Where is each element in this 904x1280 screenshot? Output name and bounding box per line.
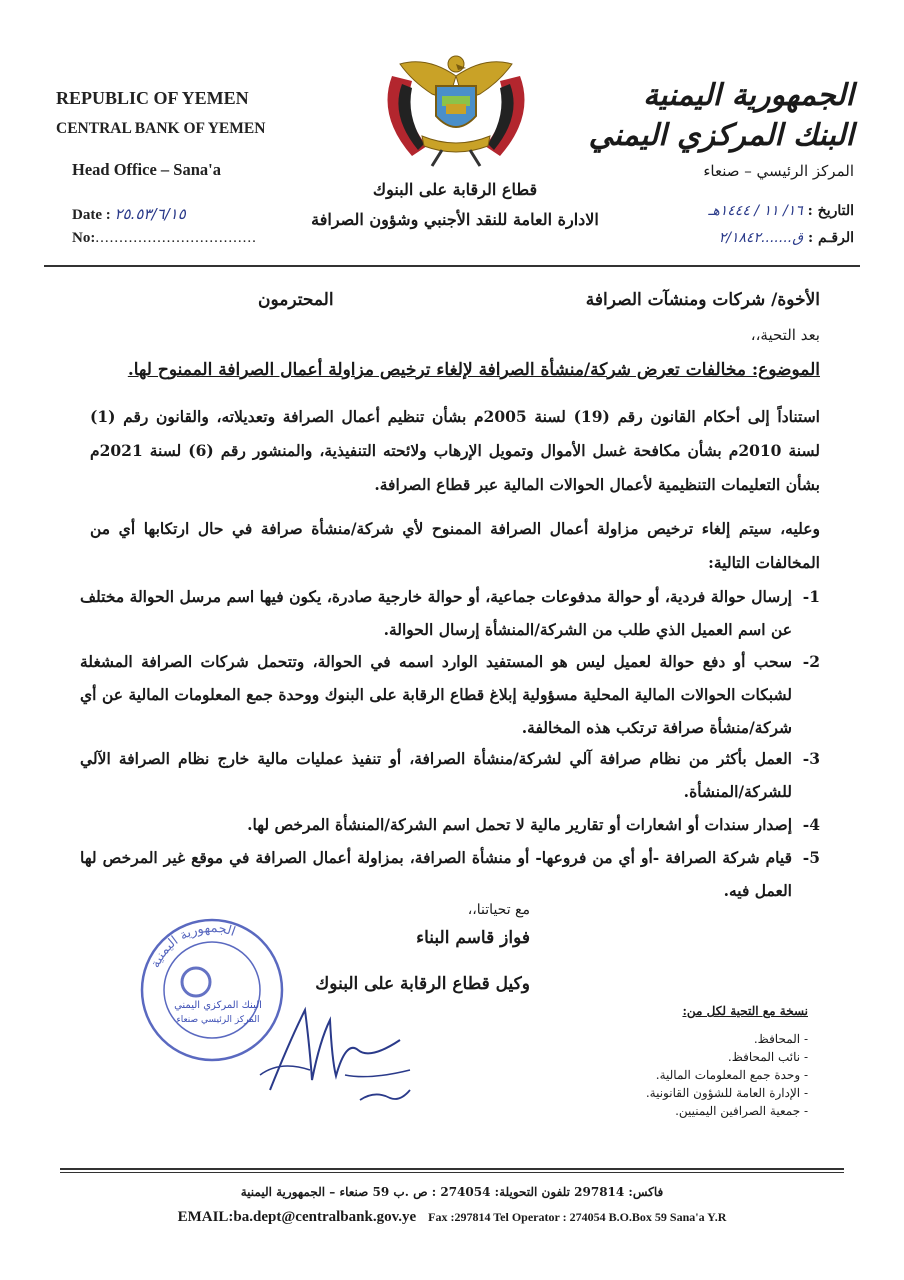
- stamp-inner-text-1: البنك المركزي اليمني: [174, 1000, 262, 1011]
- footer-email: EMAIL:ba.dept@centralbank.gov.ye: [177, 1209, 417, 1225]
- number-label: No:: [72, 230, 96, 246]
- violation-item: [80, 808, 820, 841]
- footer-divider: [60, 1168, 844, 1170]
- footer-divider: [60, 1172, 844, 1173]
- copy-recipient: - جمعية الصرافين اليمنيين.: [675, 1104, 808, 1118]
- stamp-inner-text-2: المركز الرئيسي صنعاء: [176, 1015, 260, 1025]
- header-ar-office: المركز الرئيسي – صنعاء: [703, 162, 854, 180]
- header-ar-date: [708, 203, 854, 219]
- copy-recipient: - المحافظ.: [753, 1032, 808, 1046]
- violation-text: قيام شركة الصرافة -أو أي من فروعها- أو منشأة الصرافة، بمزاولة أعمال الصرافة في موقع غير المرخص لها العمل فيه.: [80, 848, 792, 900]
- copy-recipient: - وحدة جمع المعلومات المالية.: [655, 1068, 808, 1082]
- violation-text: إصدار سندات أو اشعارات أو تقارير مالية لا تحمل اسم الشركة/المنشأة المرخص لها.: [247, 815, 792, 834]
- addressee-honorific: المحترمون: [258, 290, 334, 310]
- violation-text: العمل بأكثر من نظام صرافة آلي لشركة/منشأة الصرافة، أو تنفيذ عمليات مالية خارج نظام الصرافة الآلي للشركة/المنشأة.: [80, 749, 792, 801]
- addressee: الأخوة/ شركات ومنشآت الصرافة: [585, 290, 820, 310]
- header-en-number: [72, 230, 257, 247]
- greeting: بعد التحية،،: [750, 326, 820, 344]
- copies-list: [646, 1030, 808, 1120]
- department-title: الادارة العامة للنقد الأجنبي وشؤون الصرافة: [311, 210, 599, 229]
- footer-contact-numbers: Fax :297814 Tel Operator : 274054 B.O.Box 59 Sana'a Y.R: [428, 1210, 727, 1224]
- header-en-office: Head Office – Sana'a: [72, 160, 221, 179]
- date-value: ٢٥.٥٣/٦/١٥: [114, 205, 186, 223]
- ar-number-label: الرقـم :: [807, 230, 854, 246]
- header-divider: [44, 265, 860, 267]
- violation-number: 3-: [802, 749, 820, 768]
- violation-item: [80, 645, 820, 744]
- violation-item: [80, 742, 820, 808]
- handwritten-signature-icon: [250, 980, 420, 1110]
- paragraph-legal-basis: استناداً إلى أحكام القانون رقم (19) لسنة 2005م بشأن تنظيم أعمال الصرافة وتعديلاته، والقانون رقم (1) لسنة 2010م بشأن مكافحة غسل الأموال وتمويل الإرهاب ولائحته التنفيذية، والمنشور رقم (6) لسنة 2021م بشأن التعليمات التنظيمية لأعمال الحوالات المالية عبر قطاع الصرافة.: [90, 407, 820, 494]
- paragraph-decision: وعليه، سيتم إلغاء ترخيص مزاولة أعمال الصرافة الممنوح لأي شركة/منشأة صرافة في حال ارتكابها أي من المخالفات التالية:: [90, 519, 820, 572]
- header-en-bank: CENTRAL BANK OF YEMEN: [56, 120, 266, 137]
- ar-date-label: التاريخ :: [807, 203, 854, 219]
- stamp-ring-text: الجمهورية اليمنية: [147, 920, 238, 971]
- letter-subject: الموضوع: مخالفات تعرض شركة/منشأة الصرافة لإلغاء ترخيص مزاولة أعمال الصرافة الممنوح لها.: [127, 360, 820, 380]
- ar-date-value: ١٦/ ١١ / ١٤٤٤هـ: [708, 203, 803, 219]
- violation-number: 4-: [802, 815, 820, 834]
- copies-heading: نسخة مع التحية لكل من:: [682, 1004, 808, 1018]
- violation-text: سحب أو دفع حوالة لعميل ليس هو المستفيد الوارد اسمه في الحوالة، وتتحمل شركات الصرافة المشغلة لشبكات الحوالات المالية المحلية مسؤولية إبلاغ قطاع الرقابة على البنوك ووحدة جمع المعلومات المالية عن أي شركة/منشأة صرافة ترتكب هذه المخالفة.: [80, 652, 792, 737]
- copy-recipient: - نائب المحافظ.: [727, 1050, 808, 1064]
- violation-number: 5-: [802, 848, 820, 867]
- header-ar-number: [719, 230, 854, 246]
- footer-english-contact: [0, 1208, 904, 1226]
- sector-title: قطاع الرقابة على البنوك: [372, 180, 538, 199]
- number-value: ..................................: [95, 230, 257, 246]
- copy-recipient: - الإدارة العامة للشؤون القانونية.: [645, 1086, 808, 1100]
- ar-number-value: ق.......٢/١٨٤٢: [718, 230, 804, 246]
- violation-item: [80, 841, 820, 907]
- closing-salutation: مع تحياتنا،،: [467, 902, 530, 918]
- violation-text: إرسال حوالة فردية، أو حوالة مدفوعات جماعية، أو حوالة خارجية صادرة، يكون فيها اسم مرسل الحوالة مختلف عن اسم العميل الذي طلب من الشركة/المنشأة إرسال الحوالة.: [80, 587, 792, 639]
- date-label: Date :: [72, 207, 111, 223]
- header-en-republic: REPUBLIC OF YEMEN: [56, 88, 249, 108]
- signer-name: فواز قاسم البناء: [416, 928, 530, 948]
- footer-arabic-contact: فاكس: 297814 تلفون التحويلة: 274054 : ص .ب 59 صنعاء – الجمهورية اليمنية: [240, 1185, 664, 1199]
- violation-item: [80, 580, 820, 646]
- header-ar-bank: البنك المركزي اليمني: [588, 118, 854, 153]
- violation-number: 2-: [802, 652, 820, 671]
- violation-number: 1-: [802, 587, 820, 606]
- yemen-eagle-emblem-icon: [372, 46, 540, 168]
- header-ar-republic: الجمهورية اليمنية: [643, 78, 854, 113]
- header-en-date: [72, 205, 186, 224]
- signer-title: وكيل قطاع الرقابة على البنوك: [315, 974, 530, 994]
